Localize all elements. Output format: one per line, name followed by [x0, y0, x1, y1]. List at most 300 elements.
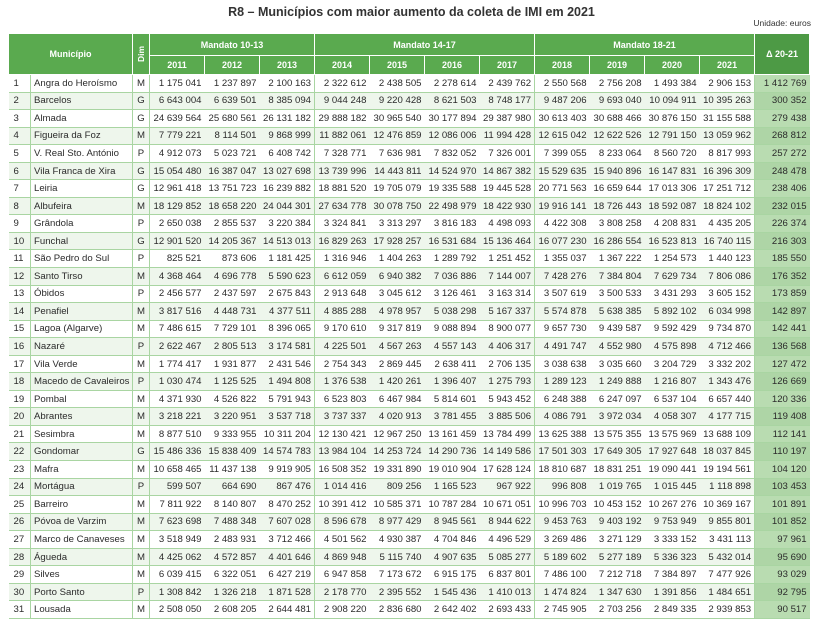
value-cell: 1 181 425	[260, 250, 315, 268]
value-cell: 1 216 807	[645, 373, 700, 391]
value-cell: 12 961 418	[150, 180, 205, 198]
value-cell: 6 427 219	[260, 566, 315, 584]
value-cell: 6 612 059	[315, 268, 370, 286]
value-cell: 4 425 062	[150, 548, 205, 566]
value-cell: 4 377 511	[260, 303, 315, 321]
value-cell: 2 622 467	[150, 338, 205, 356]
value-cell: 2 483 931	[205, 531, 260, 549]
value-cell: 12 791 150	[645, 127, 700, 145]
value-cell: 9 220 428	[370, 92, 425, 110]
value-cell: 7 623 698	[150, 513, 205, 531]
value-cell: 9 657 730	[535, 320, 590, 338]
value-cell: 13 784 499	[480, 425, 535, 443]
header-delta: Δ 20-21	[755, 34, 810, 75]
value-cell: 2 322 612	[315, 75, 370, 93]
value-cell: 7 384 804	[590, 268, 645, 286]
value-cell: 24 044 301	[260, 197, 315, 215]
value-cell: 4 704 846	[425, 531, 480, 549]
header-year: 2016	[425, 56, 480, 75]
value-cell: 2 650 038	[150, 215, 205, 233]
value-cell: 1 396 407	[425, 373, 480, 391]
value-cell: 14 574 783	[260, 443, 315, 461]
value-cell: 3 126 461	[425, 285, 480, 303]
table-row	[9, 425, 810, 443]
value-cell: 3 500 533	[590, 285, 645, 303]
value-cell: 12 901 520	[150, 232, 205, 250]
value-cell: 30 078 750	[370, 197, 425, 215]
value-cell: 2 178 770	[315, 583, 370, 601]
delta-cell: 92 795	[755, 583, 810, 601]
value-cell: 3 816 183	[425, 215, 480, 233]
value-cell: 19 705 079	[370, 180, 425, 198]
table-row	[9, 320, 810, 338]
value-cell: 5 038 298	[425, 303, 480, 321]
delta-cell: 226 374	[755, 215, 810, 233]
value-cell: 4 448 731	[205, 303, 260, 321]
header-year: 2019	[590, 56, 645, 75]
value-cell: 6 837 801	[480, 566, 535, 584]
rank-cell: 25	[9, 496, 31, 514]
value-cell: 8 470 252	[260, 496, 315, 514]
value-cell: 5 085 277	[480, 548, 535, 566]
value-cell: 18 881 520	[315, 180, 370, 198]
value-cell: 2 836 680	[370, 601, 425, 619]
value-cell: 4 368 464	[150, 268, 205, 286]
value-cell: 6 643 004	[150, 92, 205, 110]
value-cell: 1 410 013	[480, 583, 535, 601]
value-cell: 1 237 897	[205, 75, 260, 93]
value-cell: 3 972 034	[590, 408, 645, 426]
table-row	[9, 75, 810, 93]
rank-cell: 4	[9, 127, 31, 145]
delta-cell: 142 897	[755, 303, 810, 321]
value-cell: 2 939 853	[700, 601, 755, 619]
table-row	[9, 285, 810, 303]
value-cell: 19 010 904	[425, 461, 480, 479]
rank-cell: 3	[9, 110, 31, 128]
value-cell: 1 391 856	[645, 583, 700, 601]
table-row	[9, 496, 810, 514]
rank-cell: 6	[9, 162, 31, 180]
value-cell: 2 869 445	[370, 355, 425, 373]
municipio-cell: Barcelos	[31, 92, 133, 110]
value-cell: 9 453 763	[535, 513, 590, 531]
delta-cell: 232 015	[755, 197, 810, 215]
dim-cell: G	[133, 232, 150, 250]
municipio-cell: V. Real Sto. António	[31, 145, 133, 163]
value-cell: 4 907 635	[425, 548, 480, 566]
rank-cell: 20	[9, 408, 31, 426]
table-row	[9, 583, 810, 601]
delta-cell: 101 891	[755, 496, 810, 514]
dim-cell: P	[133, 338, 150, 356]
value-cell: 4 406 317	[480, 338, 535, 356]
dim-cell: P	[133, 250, 150, 268]
value-cell: 1 774 417	[150, 355, 205, 373]
value-cell: 14 253 724	[370, 443, 425, 461]
value-cell: 3 808 258	[590, 215, 645, 233]
dim-cell: M	[133, 513, 150, 531]
value-cell: 7 328 771	[315, 145, 370, 163]
value-cell: 5 574 878	[535, 303, 590, 321]
value-cell: 10 311 204	[260, 425, 315, 443]
value-cell: 2 642 402	[425, 601, 480, 619]
value-cell: 10 671 051	[480, 496, 535, 514]
value-cell: 8 114 501	[205, 127, 260, 145]
value-cell: 1 494 808	[260, 373, 315, 391]
value-cell: 2 608 205	[205, 601, 260, 619]
value-cell: 4 567 263	[370, 338, 425, 356]
municipio-cell: Pombal	[31, 390, 133, 408]
value-cell: 6 947 858	[315, 566, 370, 584]
value-cell: 15 529 635	[535, 162, 590, 180]
value-cell: 2 100 163	[260, 75, 315, 93]
value-cell: 9 403 192	[590, 513, 645, 531]
value-cell: 4 885 288	[315, 303, 370, 321]
rank-cell: 15	[9, 320, 31, 338]
value-cell: 18 810 687	[535, 461, 590, 479]
value-cell: 8 621 503	[425, 92, 480, 110]
value-cell: 1 347 630	[590, 583, 645, 601]
value-cell: 7 212 718	[590, 566, 645, 584]
value-cell: 8 385 094	[260, 92, 315, 110]
dim-cell: G	[133, 92, 150, 110]
value-cell: 1 931 877	[205, 355, 260, 373]
value-cell: 7 384 897	[645, 566, 700, 584]
value-cell: 7 832 052	[425, 145, 480, 163]
value-cell: 19 090 441	[645, 461, 700, 479]
value-cell: 2 754 343	[315, 355, 370, 373]
value-cell: 11 882 061	[315, 127, 370, 145]
table-row	[9, 215, 810, 233]
municipio-cell: Lagoa (Algarve)	[31, 320, 133, 338]
value-cell: 19 445 528	[480, 180, 535, 198]
value-cell: 4 501 562	[315, 531, 370, 549]
delta-cell: 248 478	[755, 162, 810, 180]
header-year: 2011	[150, 56, 205, 75]
value-cell: 10 391 412	[315, 496, 370, 514]
delta-cell: 136 568	[755, 338, 810, 356]
value-cell: 17 251 712	[700, 180, 755, 198]
value-cell: 3 518 949	[150, 531, 205, 549]
value-cell: 8 396 065	[260, 320, 315, 338]
value-cell: 12 967 250	[370, 425, 425, 443]
value-cell: 2 908 220	[315, 601, 370, 619]
rank-cell: 5	[9, 145, 31, 163]
value-cell: 14 290 736	[425, 443, 480, 461]
value-cell: 9 044 248	[315, 92, 370, 110]
value-cell: 5 023 721	[205, 145, 260, 163]
municipio-cell: Óbidos	[31, 285, 133, 303]
value-cell: 7 144 007	[480, 268, 535, 286]
value-cell: 1 343 476	[700, 373, 755, 391]
table-row	[9, 531, 810, 549]
value-cell: 873 606	[205, 250, 260, 268]
value-cell: 9 919 905	[260, 461, 315, 479]
value-cell: 16 286 554	[590, 232, 645, 250]
value-cell: 18 592 087	[645, 197, 700, 215]
value-cell: 12 622 526	[590, 127, 645, 145]
value-cell: 18 726 443	[590, 197, 645, 215]
dim-cell: M	[133, 601, 150, 619]
rank-cell: 11	[9, 250, 31, 268]
value-cell: 1 440 123	[700, 250, 755, 268]
value-cell: 7 326 001	[480, 145, 535, 163]
value-cell: 9 868 999	[260, 127, 315, 145]
value-cell: 5 115 740	[370, 548, 425, 566]
value-cell: 29 888 182	[315, 110, 370, 128]
delta-cell: 257 272	[755, 145, 810, 163]
value-cell: 17 649 305	[590, 443, 645, 461]
dim-cell: M	[133, 496, 150, 514]
value-cell: 13 027 698	[260, 162, 315, 180]
value-cell: 809 256	[370, 478, 425, 496]
value-cell: 15 486 336	[150, 443, 205, 461]
value-cell: 4 422 308	[535, 215, 590, 233]
municipio-cell: Marco de Canaveses	[31, 531, 133, 549]
value-cell: 16 508 352	[315, 461, 370, 479]
value-cell: 6 940 382	[370, 268, 425, 286]
value-cell: 7 486 615	[150, 320, 205, 338]
value-cell: 12 086 006	[425, 127, 480, 145]
value-cell: 2 849 335	[645, 601, 700, 619]
value-cell: 4 177 715	[700, 408, 755, 426]
rank-cell: 17	[9, 355, 31, 373]
dim-cell: P	[133, 583, 150, 601]
value-cell: 5 590 623	[260, 268, 315, 286]
table-row	[9, 303, 810, 321]
value-cell: 4 930 387	[370, 531, 425, 549]
header-year: 2013	[260, 56, 315, 75]
table-row	[9, 373, 810, 391]
value-cell: 6 915 175	[425, 566, 480, 584]
delta-cell: 1 412 769	[755, 75, 810, 93]
value-cell: 967 922	[480, 478, 535, 496]
value-cell: 17 501 303	[535, 443, 590, 461]
value-cell: 3 332 202	[700, 355, 755, 373]
municipio-cell: Gondomar	[31, 443, 133, 461]
value-cell: 1 404 263	[370, 250, 425, 268]
value-cell: 5 189 602	[535, 548, 590, 566]
value-cell: 1 308 842	[150, 583, 205, 601]
value-cell: 2 395 552	[370, 583, 425, 601]
value-cell: 5 638 385	[590, 303, 645, 321]
value-cell: 2 855 537	[205, 215, 260, 233]
municipio-cell: Águeda	[31, 548, 133, 566]
delta-cell: 90 517	[755, 601, 810, 619]
rank-cell: 29	[9, 566, 31, 584]
value-cell: 15 054 480	[150, 162, 205, 180]
value-cell: 3 605 152	[700, 285, 755, 303]
delta-cell: 268 812	[755, 127, 810, 145]
delta-cell: 104 120	[755, 461, 810, 479]
delta-cell: 216 303	[755, 232, 810, 250]
value-cell: 2 550 568	[535, 75, 590, 93]
value-cell: 2 456 577	[150, 285, 205, 303]
imi-table	[8, 33, 810, 619]
municipio-cell: Silves	[31, 566, 133, 584]
value-cell: 9 592 429	[645, 320, 700, 338]
dim-cell: M	[133, 566, 150, 584]
value-cell: 4 058 307	[645, 408, 700, 426]
value-cell: 4 712 466	[700, 338, 755, 356]
value-cell: 19 335 588	[425, 180, 480, 198]
value-cell: 3 712 466	[260, 531, 315, 549]
value-cell: 16 396 309	[700, 162, 755, 180]
value-cell: 1 367 222	[590, 250, 645, 268]
value-cell: 7 477 926	[700, 566, 755, 584]
value-cell: 3 817 516	[150, 303, 205, 321]
municipio-cell: Almada	[31, 110, 133, 128]
value-cell: 7 806 086	[700, 268, 755, 286]
value-cell: 2 508 050	[150, 601, 205, 619]
rank-cell: 8	[9, 197, 31, 215]
header-year: 2018	[535, 56, 590, 75]
value-cell: 30 965 540	[370, 110, 425, 128]
value-cell: 1 326 218	[205, 583, 260, 601]
value-cell: 4 526 822	[205, 390, 260, 408]
value-cell: 13 059 962	[700, 127, 755, 145]
value-cell: 7 173 672	[370, 566, 425, 584]
unit-label: Unidade: euros	[753, 18, 811, 28]
municipio-cell: Abrantes	[31, 408, 133, 426]
value-cell: 6 247 097	[590, 390, 645, 408]
value-cell: 12 476 859	[370, 127, 425, 145]
rank-cell: 1	[9, 75, 31, 93]
value-cell: 15 940 896	[590, 162, 645, 180]
value-cell: 2 745 905	[535, 601, 590, 619]
value-cell: 5 814 601	[425, 390, 480, 408]
rank-cell: 7	[9, 180, 31, 198]
value-cell: 8 560 720	[645, 145, 700, 163]
header-year: 2015	[370, 56, 425, 75]
table-row	[9, 601, 810, 619]
value-cell: 13 751 723	[205, 180, 260, 198]
value-cell: 8 817 993	[700, 145, 755, 163]
delta-cell: 126 669	[755, 373, 810, 391]
value-cell: 2 437 597	[205, 285, 260, 303]
value-cell: 31 155 588	[700, 110, 755, 128]
value-cell: 18 831 251	[590, 461, 645, 479]
table-row	[9, 110, 810, 128]
value-cell: 8 233 064	[590, 145, 645, 163]
value-cell: 3 507 619	[535, 285, 590, 303]
municipio-cell: Angra do Heroísmo	[31, 75, 133, 93]
value-cell: 664 690	[205, 478, 260, 496]
municipio-cell: Mortágua	[31, 478, 133, 496]
municipio-cell: Albufeira	[31, 197, 133, 215]
value-cell: 6 657 440	[700, 390, 755, 408]
value-cell: 6 537 104	[645, 390, 700, 408]
value-cell: 8 945 561	[425, 513, 480, 531]
municipio-cell: Penafiel	[31, 303, 133, 321]
value-cell: 1 175 041	[150, 75, 205, 93]
rank-cell: 30	[9, 583, 31, 601]
rank-cell: 2	[9, 92, 31, 110]
value-cell: 6 639 501	[205, 92, 260, 110]
table-row	[9, 355, 810, 373]
value-cell: 3 204 729	[645, 355, 700, 373]
value-cell: 10 787 284	[425, 496, 480, 514]
rank-cell: 26	[9, 513, 31, 531]
value-cell: 2 675 843	[260, 285, 315, 303]
value-cell: 14 524 970	[425, 162, 480, 180]
value-cell: 16 523 813	[645, 232, 700, 250]
table-row	[9, 92, 810, 110]
value-cell: 16 077 230	[535, 232, 590, 250]
table-row	[9, 180, 810, 198]
delta-cell: 120 336	[755, 390, 810, 408]
value-cell: 10 267 276	[645, 496, 700, 514]
value-cell: 7 399 055	[535, 145, 590, 163]
header-year: 2017	[480, 56, 535, 75]
value-cell: 14 513 013	[260, 232, 315, 250]
value-cell: 4 435 205	[700, 215, 755, 233]
value-cell: 5 943 452	[480, 390, 535, 408]
rank-cell: 19	[9, 390, 31, 408]
municipio-cell: Funchal	[31, 232, 133, 250]
value-cell: 4 208 831	[645, 215, 700, 233]
dim-cell: P	[133, 373, 150, 391]
value-cell: 17 928 257	[370, 232, 425, 250]
value-cell: 19 194 561	[700, 461, 755, 479]
value-cell: 25 680 561	[205, 110, 260, 128]
value-cell: 6 467 984	[370, 390, 425, 408]
value-cell: 1 125 525	[205, 373, 260, 391]
value-cell: 2 438 505	[370, 75, 425, 93]
header-mandato-10-13: Mandato 10-13	[150, 34, 315, 56]
value-cell: 14 205 367	[205, 232, 260, 250]
value-cell: 10 996 703	[535, 496, 590, 514]
value-cell: 4 978 957	[370, 303, 425, 321]
value-cell: 1 420 261	[370, 373, 425, 391]
value-cell: 2 693 433	[480, 601, 535, 619]
header-year: 2020	[645, 56, 700, 75]
municipio-cell: Lousada	[31, 601, 133, 619]
value-cell: 2 805 513	[205, 338, 260, 356]
value-cell: 1 484 651	[700, 583, 755, 601]
value-cell: 8 944 622	[480, 513, 535, 531]
value-cell: 9 753 949	[645, 513, 700, 531]
value-cell: 8 877 510	[150, 425, 205, 443]
table-row	[9, 162, 810, 180]
rank-cell: 16	[9, 338, 31, 356]
municipio-cell: Vila Franca de Xira	[31, 162, 133, 180]
value-cell: 2 638 411	[425, 355, 480, 373]
municipio-cell: Nazaré	[31, 338, 133, 356]
report-title: R8 – Municípios com maior aumento da coleta de IMI em 2021	[228, 5, 595, 19]
dim-cell: G	[133, 162, 150, 180]
value-cell: 3 737 337	[315, 408, 370, 426]
value-cell: 3 035 660	[590, 355, 645, 373]
value-cell: 2 439 762	[480, 75, 535, 93]
value-cell: 13 984 104	[315, 443, 370, 461]
value-cell: 2 913 648	[315, 285, 370, 303]
value-cell: 1 355 037	[535, 250, 590, 268]
value-cell: 14 443 811	[370, 162, 425, 180]
value-cell: 9 088 894	[425, 320, 480, 338]
value-cell: 8 977 429	[370, 513, 425, 531]
value-cell: 9 734 870	[700, 320, 755, 338]
dim-cell: M	[133, 320, 150, 338]
value-cell: 30 688 466	[590, 110, 645, 128]
value-cell: 30 613 403	[535, 110, 590, 128]
value-cell: 3 431 293	[645, 285, 700, 303]
value-cell: 4 572 857	[205, 548, 260, 566]
value-cell: 5 277 189	[590, 548, 645, 566]
delta-cell: 112 141	[755, 425, 810, 443]
value-cell: 17 628 124	[480, 461, 535, 479]
